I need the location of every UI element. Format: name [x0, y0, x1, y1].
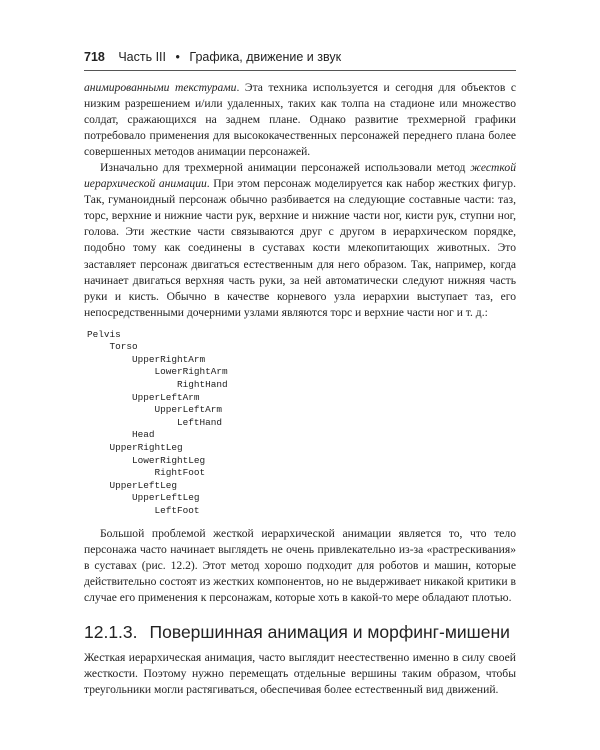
paragraph-4: Жесткая иерархическая анимация, часто выглядит неестественно именно в силу своей жесткости. Поэтому нужно перемещать отдельные вершины таким образом, чтобы треугольники могли растягиваться, обеспечивая более естественный вид движений. [84, 650, 516, 696]
running-head [84, 50, 516, 64]
page-number: 718 [84, 50, 105, 64]
chapter-title: Графика, движение и звук [189, 50, 342, 64]
code-line: UpperLeftArm [87, 404, 223, 416]
part-label: Часть III [118, 50, 167, 64]
paragraph-text: Изначально для трехмерной анимации персонажей использовали метод [100, 161, 471, 175]
code-line: Pelvis [87, 328, 121, 340]
code-line: RightHand [87, 379, 228, 391]
paragraph-text: . При этом персонаж моделируется как набор жестких фигур. Так, гуманоидный персонаж обычно разбивается на следующие составные части: таз, торс, верхние и нижние части рук, верхние и нижние части ног, кисти рук, ступни ног, голова. Эти жесткие части связываются друг с другом в иерархическом порядке, подобно тому как соединены в суставах кости млекопитающих животных. Это заставляет персонаж двигаться естественным для него образом. Так, например, когда начинает двигаться верхняя часть руки, за ней автоматически следуют нижняя часть руки и кисть. Обычно в качестве корневого узла иерархии выступает таз, его непосредственными дочерними узлами являются торс и верхние части ног и т. д.: [84, 177, 516, 319]
header-rule [84, 70, 516, 71]
code-line: UpperLeftLeg [87, 492, 200, 504]
section-title: Повершинная анимация и морфинг-мишени [149, 621, 510, 642]
paragraph-2 [84, 160, 516, 320]
paragraph-text: . Эта техника используется и сегодня для объектов с низким разрешением и/или удаленных, таких как толпа на стадионе или множество солдат, сражающихся на заднем плане. Однако развитие трехмерной графики потребовало применения для высококачественных персонажей переднего плана более совершенных методов анимации персонажей. [84, 81, 516, 159]
code-line: UpperRightLeg [87, 442, 183, 454]
paragraph-1 [84, 80, 516, 160]
code-line: Torso [87, 341, 138, 353]
bullet-separator: • [175, 50, 180, 64]
emphasis-term: анимированными текстурами [84, 81, 237, 94]
code-line: Head [87, 429, 155, 441]
code-line: UpperRightArm [87, 353, 206, 365]
code-line: LowerRightArm [87, 366, 228, 378]
code-line: LeftHand [87, 416, 223, 428]
code-line: RightFoot [87, 467, 206, 479]
code-line: UpperLeftArm [87, 391, 200, 403]
code-line: UpperLeftLeg [87, 479, 178, 491]
code-line: LowerRightLeg [87, 454, 206, 466]
page-body [84, 80, 516, 698]
code-line: LeftFoot [87, 505, 200, 517]
section-heading [84, 622, 516, 643]
section-number: 12.1.3. [84, 621, 138, 642]
emphasis-term: жесткой иерархической анимации [84, 161, 516, 191]
paragraph-3: Большой проблемой жесткой иерархической анимации является то, что тело персонажа часто начинает выглядеть не очень привлекательно из-за «растрескивания» в суставах (рис. 12.2). Этот метод хорошо подходит для роботов и машин, которые действительно состоят из жестких компонентов, но не выдерживает никакой критики в случае его применения к персонажам, которые хоть в какой-то мере обладают плотью. [84, 526, 516, 604]
hierarchy-code-listing [87, 329, 516, 518]
